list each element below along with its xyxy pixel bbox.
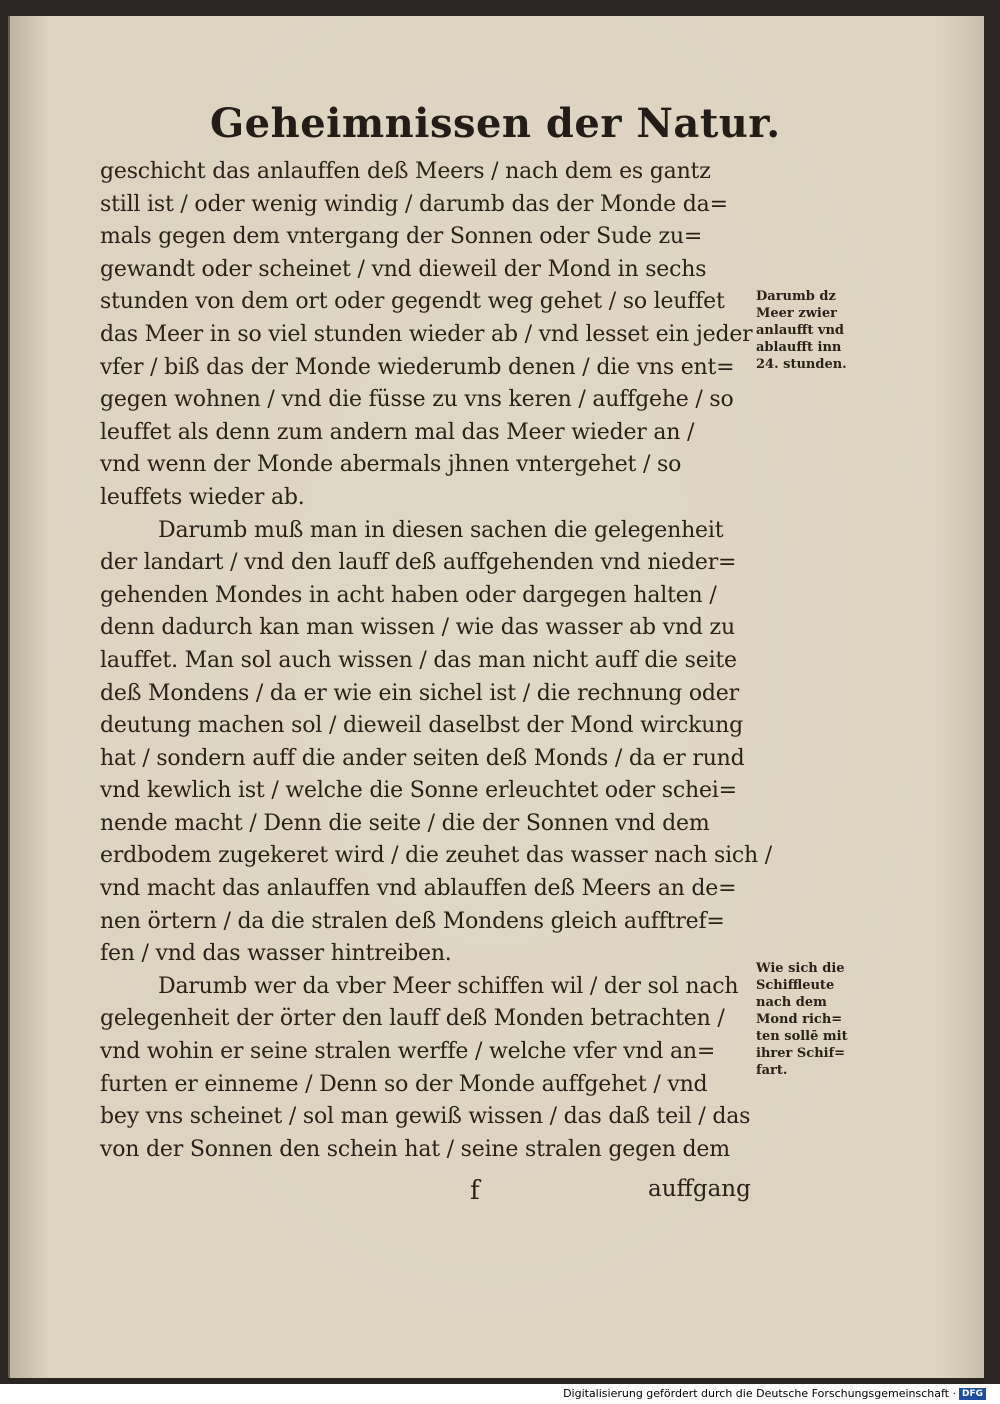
text-line: denn dadurch kan man wissen / wie das wasser ab vnd zu (100, 615, 735, 641)
margin-note-tides (756, 288, 876, 373)
margin-note-line: Wie sich die (756, 961, 845, 976)
text-line: geschicht das anlauffen deß Meers / nach dem es gantz (100, 159, 711, 184)
text-line: gehenden Mondes in acht haben oder dargegen halten / (100, 582, 717, 608)
text-line: erdbodem zugekeret wird / die zeuhet das wasser nach sich / (100, 843, 773, 869)
signature-mark: f (470, 1176, 480, 1206)
text-line: deß Mondens / da er wie ein sichel ist / die rechnung oder (100, 680, 739, 706)
margin-note-line: Schiffleute (756, 978, 835, 993)
margin-note-line: ten sollē mit (756, 1029, 848, 1044)
text-line: deutung machen sol / dieweil daselbst der Mond wirckung (100, 713, 744, 739)
digitization-credit (563, 1387, 986, 1400)
dfg-logo: DFG (959, 1388, 986, 1400)
text-line: stunden von dem ort oder gegendt weg gehet / so leuffet (100, 289, 725, 315)
text-line: das Meer in so viel stunden wieder ab / vnd lesset ein jeder (100, 321, 753, 347)
text-line: vnd macht das anlauffen vnd ablauffen deß Meers an de= (100, 876, 737, 902)
text-line: nen örtern / da die stralen deß Mondens gleich aufftref= (100, 908, 725, 934)
text-line: vnd wenn der Monde abermals jhnen vntergehet / so (100, 452, 682, 478)
catchword: auffgang (648, 1176, 751, 1202)
margin-note-line: Meer zwier (756, 306, 837, 321)
text-line: nende macht / Denn die seite / die der Sonnen vnd dem (100, 810, 710, 836)
margin-note-line: anlaufft vnd (756, 323, 844, 338)
margin-note-line: fart. (756, 1063, 788, 1078)
margin-note-line: Darumb dz (756, 289, 836, 304)
credit-text: Digitalisierung gefördert durch die Deutsche Forschungsgemeinschaft · (563, 1387, 956, 1400)
text-line: fen / vnd das wasser hintreiben. (100, 941, 452, 967)
margin-note-line: Mond rich= (756, 1012, 843, 1027)
text-line: gewandt oder scheinet / vnd dieweil der Mond in sechs (100, 256, 707, 282)
margin-note-line: 24. stunden. (756, 357, 847, 372)
text-line: vnd wohin er seine stralen werffe / welche vfer vnd an= (100, 1039, 716, 1065)
text-line: bey vns scheinet / sol man gewiß wissen / das daß teil / das (100, 1104, 751, 1130)
text-line: von der Sonnen den schein hat / seine stralen gegen dem (100, 1136, 730, 1162)
running-header: Geheimnissen der Natur. (210, 100, 781, 147)
book-page (8, 16, 984, 1378)
text-line: gelegenheit der örter den lauff deß Monden betrachten / (100, 1006, 725, 1032)
text-line: leuffets wieder ab. (100, 484, 305, 510)
margin-note-line: ablaufft inn (756, 340, 842, 355)
text-line: gegen wohnen / vnd die füsse zu vns keren / auffgehe / so (100, 387, 734, 413)
margin-note-line: nach dem (756, 995, 827, 1010)
paragraph-start-line: Darumb wer da vber Meer schiffen wil / der sol nach (158, 973, 739, 999)
text-line: der landart / vnd den lauff deß auffgehenden vnd nieder= (100, 550, 737, 576)
text-line: lauffet. Man sol auch wissen / das man nicht auff die seite (100, 647, 737, 673)
margin-note-line: ihrer Schif= (756, 1046, 846, 1061)
text-line: leuffet als denn zum andern mal das Meer wieder an / (100, 419, 695, 445)
text-line: vnd kewlich ist / welche die Sonne erleuchtet oder schei= (100, 778, 737, 804)
text-line: still ist / oder wenig windig / darumb das der Monde da= (100, 191, 728, 217)
text-line: furten er einneme / Denn so der Monde auffgehet / vnd (100, 1071, 708, 1097)
text-line: mals gegen dem vntergang der Sonnen oder Sude zu= (100, 224, 703, 250)
margin-note-sailors (756, 960, 876, 1079)
paragraph-start-line: Darumb muß man in diesen sachen die gelegenheit (158, 517, 724, 543)
text-line: vfer / biß das der Monde wiederumb denen / die vns ent= (100, 354, 735, 380)
text-line: hat / sondern auff die ander seiten deß Monds / da er rund (100, 745, 745, 771)
